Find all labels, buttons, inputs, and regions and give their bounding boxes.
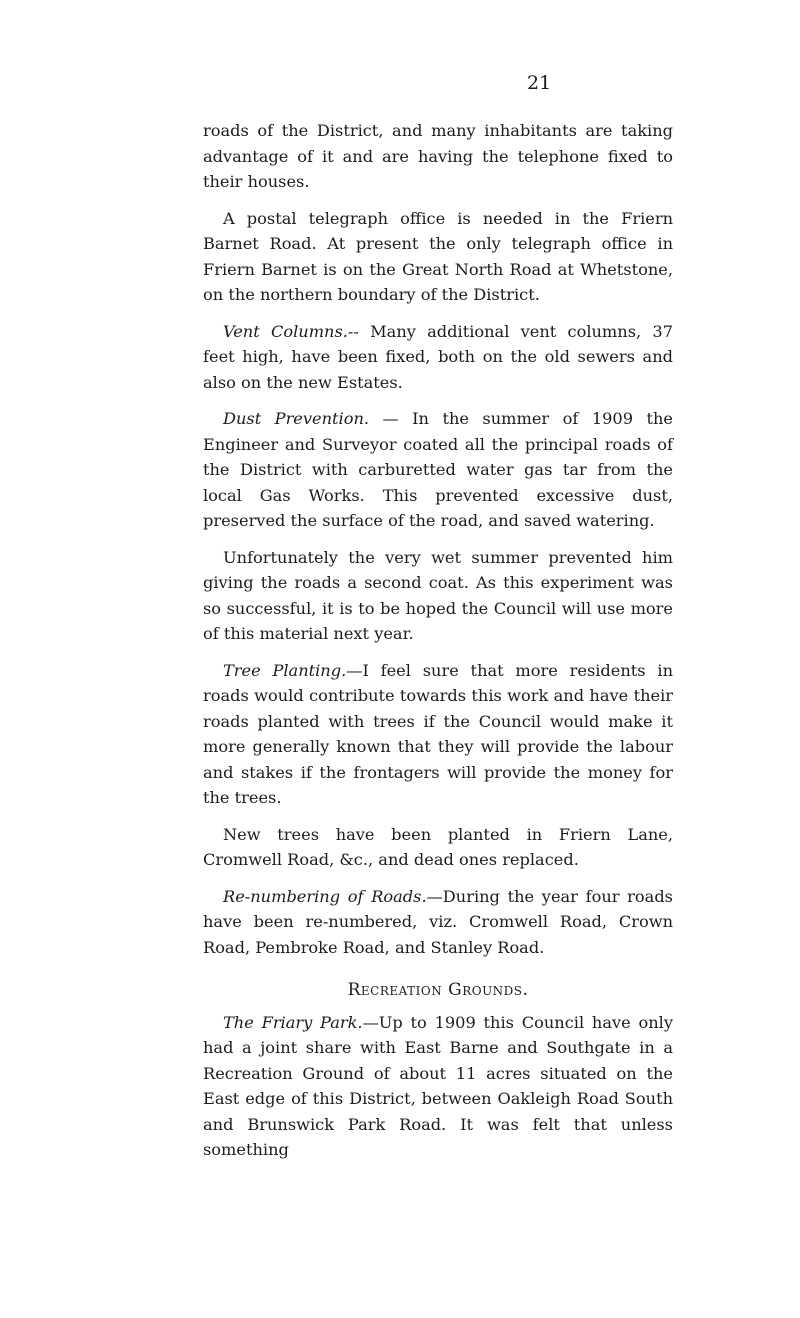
paragraph-lead: Tree Planting. [223,660,347,680]
paragraph-lead: Re-numbering of Roads. [223,886,427,906]
paragraph-lead: Vent Columns. [223,321,348,341]
section-heading: Recreation Grounds. [347,980,529,1000]
paragraph-lead: The Friary Park. [223,1012,363,1032]
paragraph-vent-columns: Vent Columns.-- Many additional vent columns, 37 feet high, have been fixed, both on the old sewers and also on the new Estates. [203,321,673,392]
paragraph-telephone: roads of the District, and many inhabitants are taking advantage of it and are having the telephone fixed to their houses. [203,121,673,191]
page-body [203,118,673,1174]
paragraph-second-coat: Unfortunately the very wet summer prevented him giving the roads a second coat. As this experiment was so successful, it is to be hoped the Council will use more of this material next year. [203,547,673,643]
paragraph-telegraph-office: A postal telegraph office is needed in the Friern Barnet Road. At present the only telegraph office in Friern Barnet is on the Great North Road at Whetstone, on the northern boundary of the District. [203,208,673,304]
paragraph-new-trees: New trees have been planted in Friern Lane, Cromwell Road, &c., and dead ones replaced. [203,824,673,869]
page-number: 21 [527,72,552,94]
paragraph-friary-park: The Friary Park.—Up to 1909 this Council have only had a joint share with East Barne and Southgate in a Recreation Ground of about 11 acres situated on the East edge of this District, between Oakleigh Road South and Brunswick Park Road. It was felt that unless something [203,1012,673,1159]
paragraph-renumbering: Re-numbering of Roads.—During the year four roads have been re-numbered, viz. Cromwell Road, Crown Road, Pembroke Road, and Stanley Road. [203,886,673,957]
paragraph-tree-planting: Tree Planting.—I feel sure that more residents in roads would contribute towards this work and have their roads planted with trees if the Council would make it more generally known that they will provide the labour and stakes if the frontagers will provide the money for the trees. [203,660,673,807]
paragraph-lead: Dust Prevention. [223,409,370,428]
paragraph-dust-prevention: Dust Prevention. — In the summer of 1909 the Engineer and Surveyor coated all the principal roads of the District with carburetted water gas tar from the local Gas Works. This prevented excessive dust, preserved the surface of the road, and saved watering. [203,409,673,530]
